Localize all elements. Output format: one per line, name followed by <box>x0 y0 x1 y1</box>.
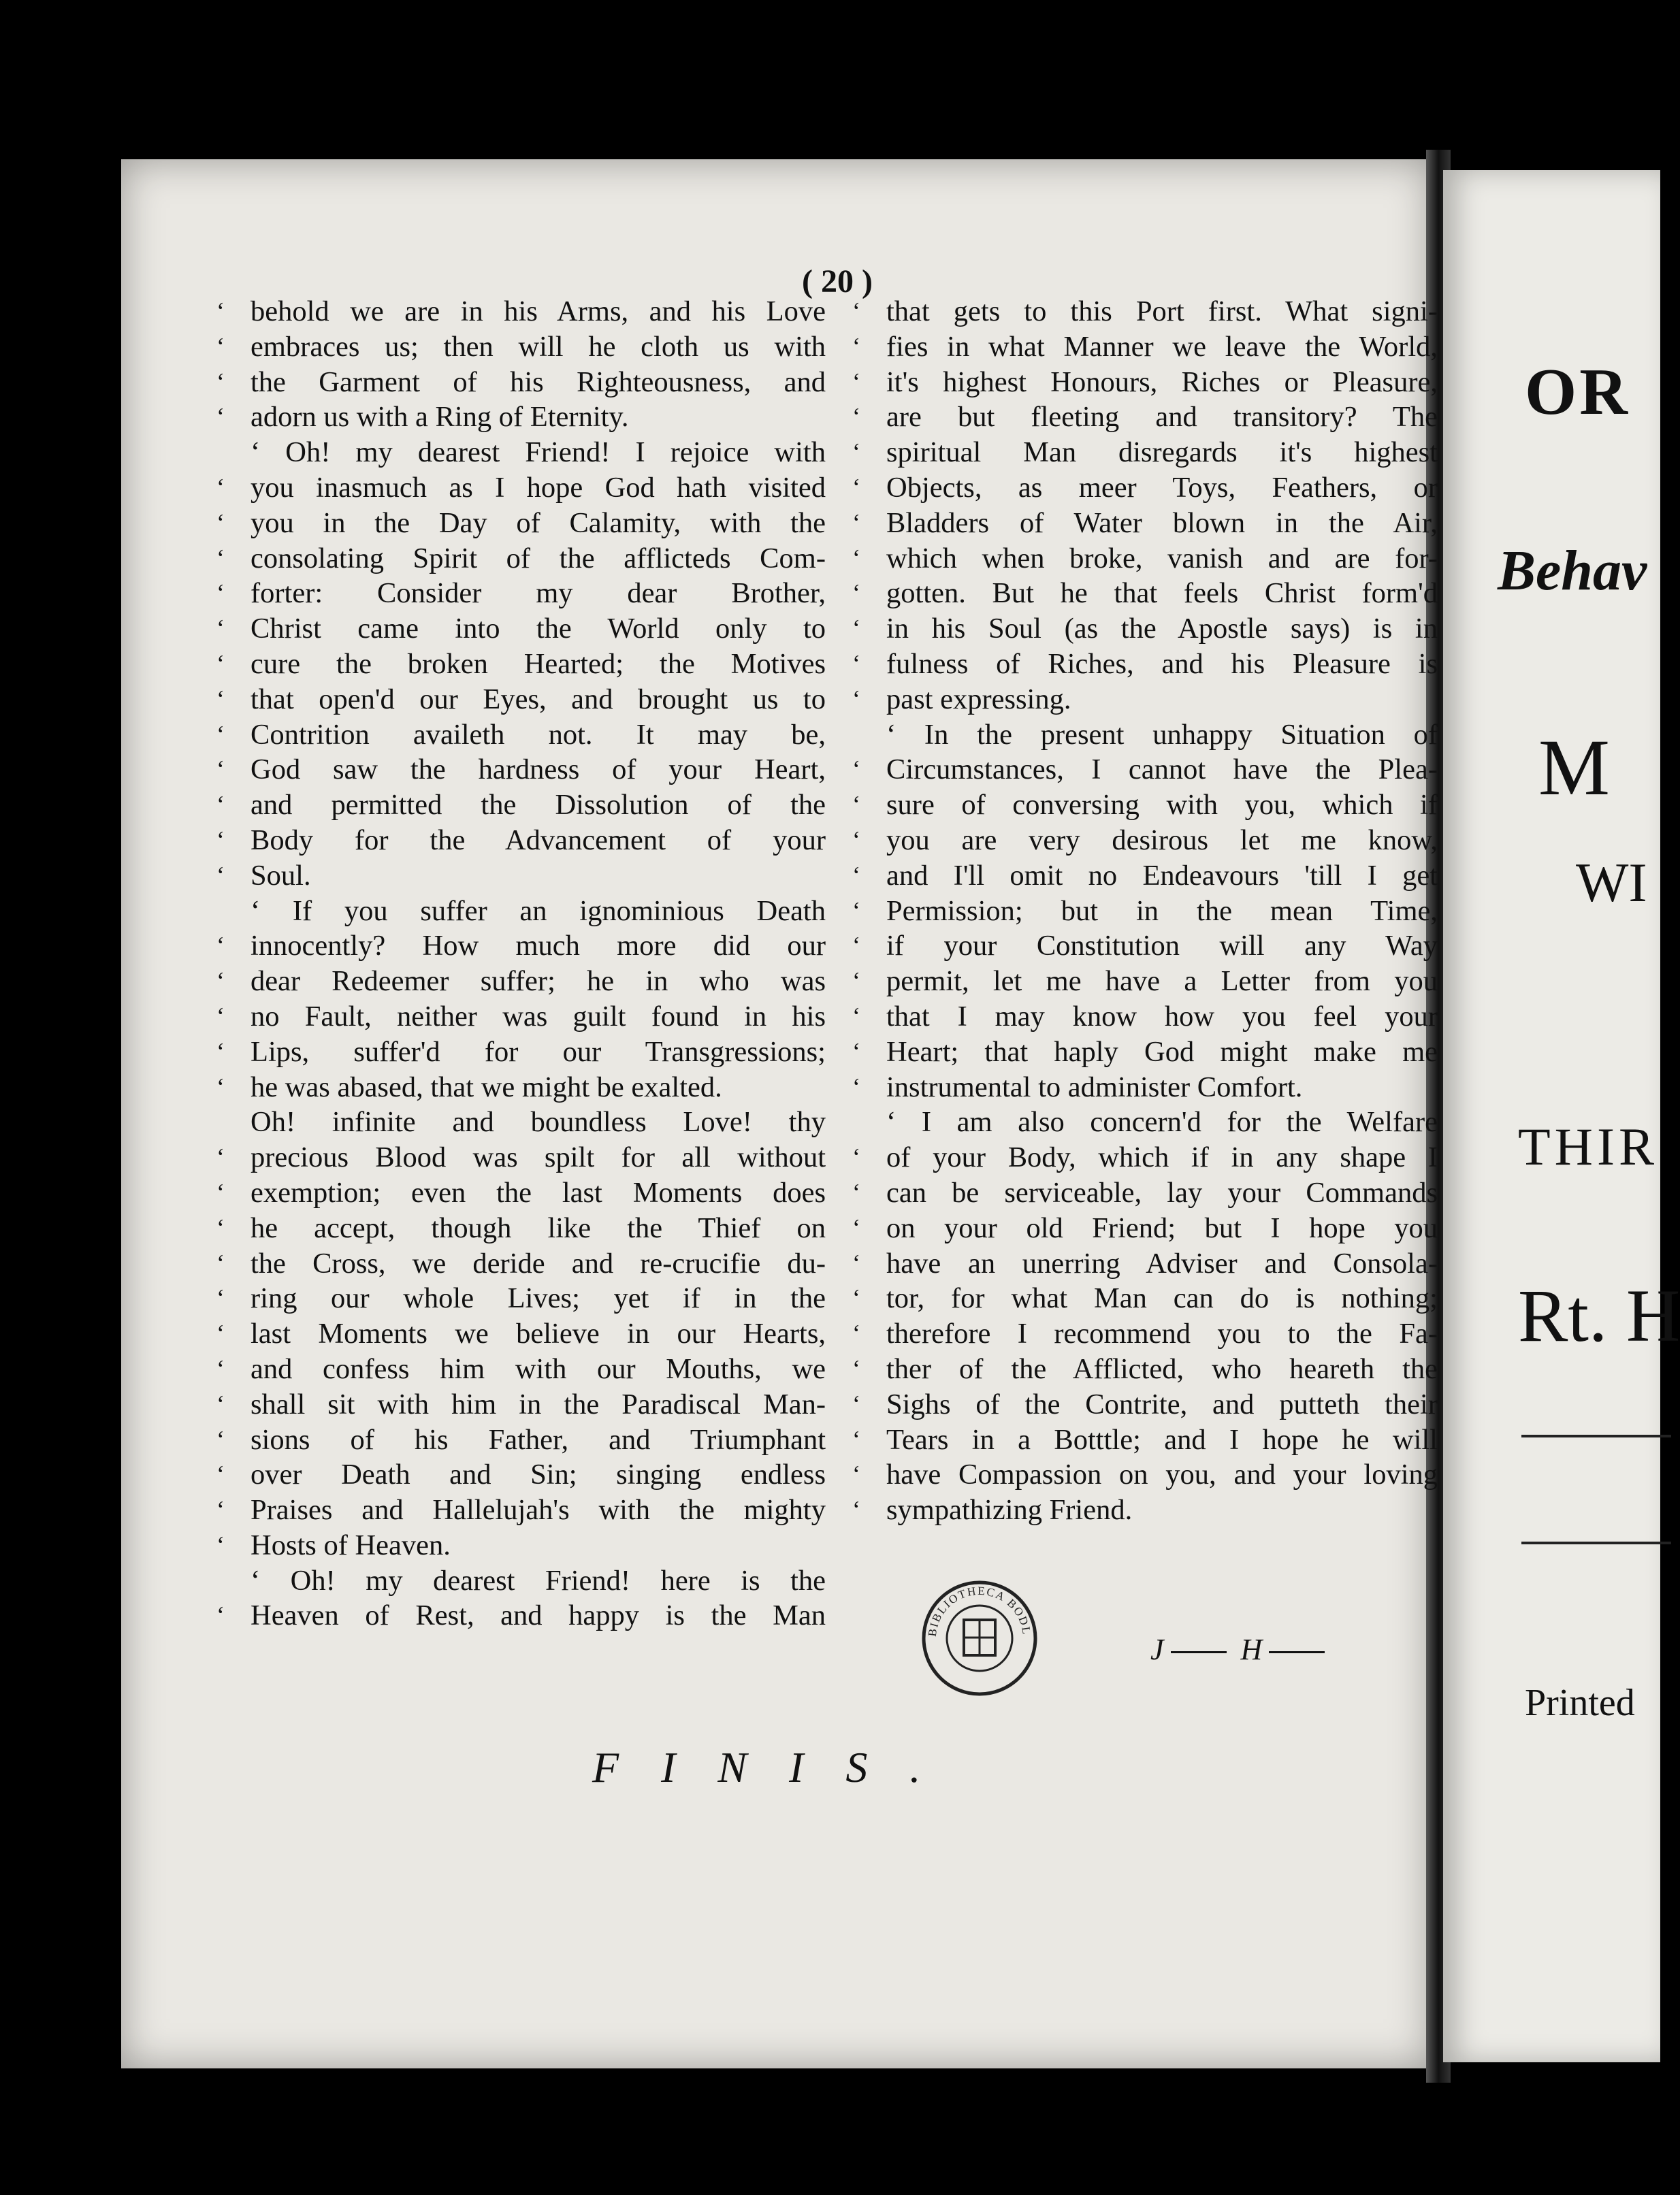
quote-mark: ‘ <box>852 1249 860 1277</box>
quote-mark: ‘ <box>216 720 225 748</box>
text-line <box>210 928 826 964</box>
quote-mark: ‘ <box>216 1037 225 1065</box>
text-line <box>845 1352 1438 1387</box>
text-line <box>845 1035 1438 1070</box>
text-line <box>210 999 826 1035</box>
quote-mark: ‘ <box>216 1178 225 1206</box>
line-text: precious Blood was spilt for all without <box>251 1141 826 1174</box>
quote-mark: ‘ <box>216 826 225 853</box>
quote-mark: ‘ <box>852 544 860 572</box>
line-text: the Garment of his Righteousness, and <box>251 365 826 398</box>
quote-mark: ‘ <box>852 297 860 325</box>
line-text: forter: Consider my dear Brother, <box>251 577 826 610</box>
text-line <box>210 1281 826 1316</box>
signature-initial-j: J <box>1150 1633 1165 1666</box>
quote-mark: ‘ <box>216 508 225 536</box>
line-text: Objects, as meer Toys, Feathers, or <box>886 471 1438 504</box>
right-page-rule-2 <box>1521 1542 1671 1544</box>
text-line <box>845 1422 1438 1458</box>
line-text: Christ came into the World only to <box>251 613 826 645</box>
line-text: you in the Day of Calamity, with the <box>251 506 826 539</box>
line-text: past expressing. <box>886 683 1071 715</box>
text-line <box>845 1070 1438 1105</box>
line-text: adorn us with a Ring of Eternity. <box>251 401 629 434</box>
line-text: Bladders of Water blown in the Air, <box>886 506 1438 539</box>
line-text: that gets to this Port first. What signi- <box>886 295 1438 327</box>
text-line <box>210 1316 826 1352</box>
text-line <box>845 294 1438 329</box>
text-line <box>210 1598 826 1633</box>
text-line <box>845 1457 1438 1493</box>
line-text: Hosts of Heaven. <box>251 1529 451 1561</box>
text-line <box>210 1528 826 1563</box>
quote-mark: ‘ <box>216 1143 225 1171</box>
text-line <box>845 1175 1438 1211</box>
quote-mark: ‘ <box>216 1320 225 1348</box>
quote-mark: ‘ <box>852 1002 860 1030</box>
text-line <box>210 506 826 541</box>
text-line <box>210 400 826 435</box>
line-text: and I'll omit no Endeavours 'till I get <box>886 859 1438 892</box>
text-line <box>845 329 1438 365</box>
line-text: of your Body, which if in any shape I <box>886 1141 1438 1174</box>
text-line <box>210 1175 826 1211</box>
quote-mark: ‘ <box>216 615 225 643</box>
line-text: instrumental to administer Comfort. <box>886 1071 1303 1103</box>
right-page-line-6: Rt. H <box>1518 1274 1680 1357</box>
line-text: have an unerring Adviser and Consola- <box>886 1247 1438 1280</box>
quote-mark: ‘ <box>852 932 860 960</box>
line-text: Body for the Advancement of your <box>251 824 826 856</box>
quote-mark: ‘ <box>852 1214 860 1241</box>
quote-mark: ‘ <box>852 896 860 924</box>
quote-mark: ‘ <box>852 615 860 643</box>
line-text: you are very desirous let me know, <box>886 824 1438 856</box>
line-text: ‘ I am also concern'd for the Welfare <box>886 1106 1438 1139</box>
line-text: Sighs of the Contrite, and putteth their <box>886 1388 1438 1420</box>
quote-mark: ‘ <box>216 1002 225 1030</box>
line-text: ‘ In the present unhappy Situation of <box>886 718 1438 751</box>
quote-mark: ‘ <box>852 1320 860 1348</box>
quote-mark: ‘ <box>852 579 860 607</box>
quote-mark: ‘ <box>852 1143 860 1171</box>
text-line <box>845 928 1438 964</box>
line-text: fies in what Manner we leave the World, <box>886 330 1438 363</box>
line-text: over Death and Sin; singing endless <box>251 1459 826 1491</box>
text-line <box>845 964 1438 999</box>
text-line <box>210 541 826 576</box>
text-line <box>845 1246 1438 1282</box>
quote-mark: ‘ <box>852 967 860 995</box>
quote-mark: ‘ <box>852 332 860 360</box>
text-line <box>845 576 1438 611</box>
text-line <box>210 1457 826 1493</box>
line-text: have Compassion on you, and your loving <box>886 1459 1438 1491</box>
text-line <box>210 787 826 823</box>
line-text: God saw the hardness of your Heart, <box>251 753 826 786</box>
line-text: Oh! infinite and boundless Love! thy <box>251 1106 826 1139</box>
text-line <box>210 647 826 682</box>
line-text: cure the broken Hearted; the Motives <box>251 647 826 680</box>
quote-mark: ‘ <box>216 1496 225 1524</box>
text-line <box>845 752 1438 787</box>
library-stamp-icon <box>919 1578 1040 1699</box>
quote-mark: ‘ <box>852 473 860 501</box>
line-text: ‘ If you suffer an ignominious Death <box>251 894 826 927</box>
text-line <box>210 717 826 753</box>
text-line <box>845 1211 1438 1246</box>
right-page-line-5: THIR <box>1518 1117 1658 1176</box>
right-page-line-7: Printed <box>1525 1682 1635 1724</box>
line-text: Heaven of Rest, and happy is the Man <box>251 1599 826 1632</box>
line-text: and confess him with our Mouths, we <box>251 1352 826 1385</box>
quote-mark: ‘ <box>216 1601 225 1629</box>
line-text: spiritual Man disregards it's highest <box>886 436 1438 469</box>
line-text: Permission; but in the mean Time, <box>886 894 1438 927</box>
right-page-line-1: OR <box>1525 355 1630 429</box>
text-line <box>845 647 1438 682</box>
line-text: he accept, though like the Thief on <box>251 1212 826 1244</box>
line-text: Lips, suffer'd for our Transgressions; <box>251 1035 826 1068</box>
line-text: Praises and Hallelujah's with the mighty <box>251 1494 826 1527</box>
line-text: the Cross, we deride and re-crucifie du- <box>251 1247 826 1280</box>
text-line <box>845 1387 1438 1422</box>
svg-text:BIBLIOTHECA BODLEIANA <box>919 1578 1033 1638</box>
quote-mark: ‘ <box>852 1037 860 1065</box>
line-text: permit, let me have a Letter from you <box>886 965 1438 998</box>
quote-mark: ‘ <box>852 1284 860 1312</box>
quote-mark: ‘ <box>216 1390 225 1418</box>
text-line <box>845 1493 1438 1528</box>
text-line <box>845 1316 1438 1352</box>
quote-mark: ‘ <box>216 1354 225 1382</box>
line-text: and permitted the Dissolution of the <box>251 789 826 822</box>
line-text: Contrition availeth not. It may be, <box>251 718 826 751</box>
quote-mark: ‘ <box>216 579 225 607</box>
text-line <box>210 329 826 365</box>
quote-mark: ‘ <box>852 508 860 536</box>
text-line <box>845 365 1438 400</box>
left-text-column <box>210 294 826 1633</box>
quote-mark: ‘ <box>852 685 860 713</box>
right-page-line-4: WI <box>1576 851 1647 913</box>
right-page-rule-1 <box>1521 1435 1671 1437</box>
text-line <box>845 682 1438 717</box>
quote-mark: ‘ <box>216 1461 225 1489</box>
line-text: exemption; even the last Moments does <box>251 1176 826 1209</box>
line-text: Tears in a Botttle; and I hope he will <box>886 1423 1438 1456</box>
finis-heading: FINIS. <box>592 1743 963 1791</box>
line-text: no Fault, neither was guilt found in his <box>251 1000 826 1033</box>
text-line <box>845 823 1438 858</box>
quote-mark: ‘ <box>216 861 225 889</box>
line-text: dear Redeemer suffer; he in who was <box>251 965 826 998</box>
text-line <box>845 400 1438 435</box>
text-line <box>845 717 1438 753</box>
quote-mark: ‘ <box>216 403 225 431</box>
text-line <box>210 365 826 400</box>
text-line <box>845 435 1438 470</box>
quote-mark: ‘ <box>852 1425 860 1453</box>
quote-mark: ‘ <box>852 1496 860 1524</box>
text-line <box>210 1035 826 1070</box>
quote-mark: ‘ <box>852 1390 860 1418</box>
line-text: that I may know how you feel your <box>886 1000 1438 1033</box>
text-line <box>845 999 1438 1035</box>
line-text: Heart; that haply God might make me <box>886 1035 1438 1068</box>
line-text: ‘ Oh! my dearest Friend! I rejoice with <box>251 436 826 469</box>
quote-mark: ‘ <box>852 1073 860 1101</box>
quote-mark: ‘ <box>216 1284 225 1312</box>
right-page-line-3: M <box>1538 723 1610 812</box>
quote-mark: ‘ <box>852 649 860 677</box>
line-text: sympathizing Friend. <box>886 1494 1133 1527</box>
text-line <box>845 1105 1438 1140</box>
line-text: Circumstances, I cannot have the Plea- <box>886 753 1438 786</box>
text-line <box>210 576 826 611</box>
text-line <box>210 752 826 787</box>
text-line <box>210 964 826 999</box>
text-line <box>845 470 1438 506</box>
text-line <box>845 1140 1438 1175</box>
quote-mark: ‘ <box>852 861 860 889</box>
text-line <box>210 1387 826 1422</box>
quote-mark: ‘ <box>852 438 860 466</box>
text-line <box>210 1246 826 1282</box>
quote-mark: ‘ <box>216 368 225 395</box>
quote-mark: ‘ <box>216 1531 225 1559</box>
text-line <box>845 541 1438 576</box>
text-line <box>210 1493 826 1528</box>
signature-initial-h: H <box>1240 1633 1264 1666</box>
quote-mark: ‘ <box>216 932 225 960</box>
text-line <box>210 1352 826 1387</box>
text-line <box>210 470 826 506</box>
text-line <box>845 787 1438 823</box>
quote-mark: ‘ <box>216 791 225 819</box>
text-line <box>210 823 826 858</box>
text-line <box>845 611 1438 647</box>
signature <box>1150 1632 1330 1667</box>
text-line <box>210 1140 826 1175</box>
library-stamp-text: BIBLIOTHECA BODL <box>925 1584 1034 1638</box>
text-line <box>210 894 826 929</box>
page-number: ( 20 ) <box>802 263 873 299</box>
text-line <box>845 1281 1438 1316</box>
line-text: consolating Spirit of the afflicteds Com- <box>251 542 826 574</box>
line-text: can be serviceable, lay your Commands <box>886 1176 1438 1209</box>
text-line <box>210 1105 826 1140</box>
text-line <box>210 1563 826 1599</box>
line-text: on your old Friend; but I hope you <box>886 1212 1438 1244</box>
line-text: Soul. <box>251 859 311 892</box>
line-text: ring our whole Lives; yet if in the <box>251 1282 826 1315</box>
quote-mark: ‘ <box>852 403 860 431</box>
quote-mark: ‘ <box>852 368 860 395</box>
right-text-column <box>845 294 1438 1528</box>
quote-mark: ‘ <box>216 1073 225 1101</box>
text-line <box>210 294 826 329</box>
quote-mark: ‘ <box>852 1178 860 1206</box>
line-text: which when broke, vanish and are for- <box>886 542 1438 574</box>
quote-mark: ‘ <box>216 755 225 783</box>
quote-mark: ‘ <box>216 544 225 572</box>
line-text: he was abased, that we might be exalted. <box>251 1071 722 1103</box>
line-text: shall sit with him in the Paradiscal Man- <box>251 1388 826 1420</box>
quote-mark: ‘ <box>852 755 860 783</box>
line-text: tor, for what Man can do is nothing; <box>886 1282 1438 1315</box>
quote-mark: ‘ <box>216 332 225 360</box>
quote-mark: ‘ <box>216 473 225 501</box>
line-text: you inasmuch as I hope God hath visited <box>251 471 826 504</box>
line-text: last Moments we believe in our Hearts, <box>251 1318 826 1350</box>
right-page-line-2: Behav <box>1498 539 1647 602</box>
quote-mark: ‘ <box>216 649 225 677</box>
line-text: sions of his Father, and Triumphant <box>251 1423 826 1456</box>
line-text: in his Soul (as the Apostle says) is in <box>886 613 1438 645</box>
text-line <box>845 894 1438 929</box>
quote-mark: ‘ <box>216 1249 225 1277</box>
text-line <box>210 611 826 647</box>
line-text: therefore I recommend you to the Fa- <box>886 1318 1438 1350</box>
quote-mark: ‘ <box>216 1214 225 1241</box>
right-page <box>1443 170 1680 2062</box>
line-text: are but fleeting and transitory? The <box>886 401 1438 434</box>
quote-mark: ‘ <box>216 967 225 995</box>
signature-dash-2 <box>1269 1651 1325 1653</box>
text-line <box>210 682 826 717</box>
line-text: gotten. But he that feels Christ form'd <box>886 577 1438 610</box>
line-text: innocently? How much more did our <box>251 930 826 962</box>
text-line <box>845 858 1438 894</box>
quote-mark: ‘ <box>216 1425 225 1453</box>
line-text: ‘ Oh! my dearest Friend! here is the <box>251 1564 826 1597</box>
text-line <box>210 1422 826 1458</box>
line-text: if your Constitution will any Way <box>886 930 1438 962</box>
quote-mark: ‘ <box>216 685 225 713</box>
text-line <box>210 1211 826 1246</box>
text-line <box>210 435 826 470</box>
text-line <box>210 858 826 894</box>
line-text: fulness of Riches, and his Pleasure is <box>886 647 1438 680</box>
signature-dash-1 <box>1171 1651 1227 1653</box>
line-text: sure of conversing with you, which if <box>886 789 1438 822</box>
library-stamp <box>919 1578 1040 1699</box>
line-text: it's highest Honours, Riches or Pleasure, <box>886 365 1438 398</box>
quote-mark: ‘ <box>852 791 860 819</box>
quote-mark: ‘ <box>852 1461 860 1489</box>
quote-mark: ‘ <box>216 297 225 325</box>
line-text: embraces us; then will he cloth us with <box>251 330 826 363</box>
text-line <box>845 506 1438 541</box>
quote-mark: ‘ <box>852 826 860 853</box>
line-text: ther of the Afflicted, who heareth the <box>886 1352 1438 1385</box>
quote-mark: ‘ <box>852 1354 860 1382</box>
line-text: behold we are in his Arms, and his Love <box>251 295 826 327</box>
text-line <box>210 1070 826 1105</box>
line-text: that open'd our Eyes, and brought us to <box>251 683 826 715</box>
